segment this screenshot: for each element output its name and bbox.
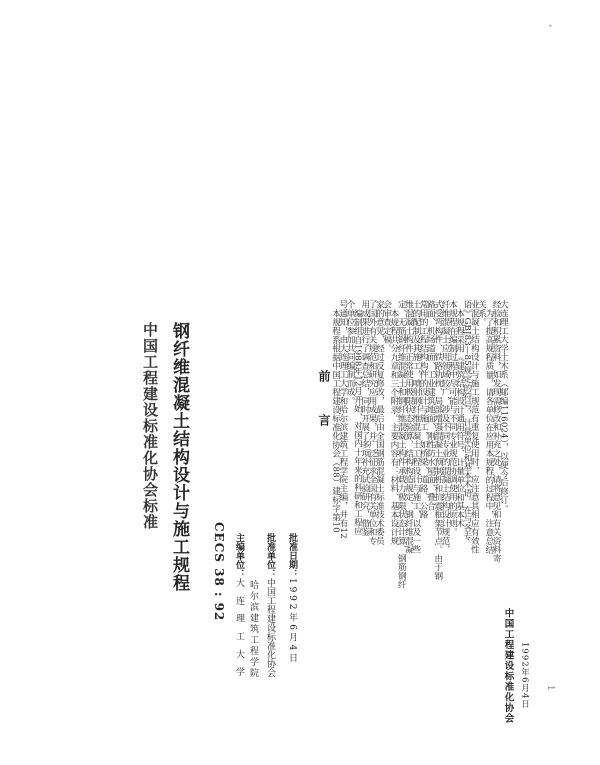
preface-line: 语》GBJ83—85规定的符号，计量单位和基本术语。在与各专 bbox=[461, 300, 472, 541]
standard-name: 中国工程建设标准化协会标准 bbox=[141, 322, 159, 530]
preface-line: 为了提高规程质量，请各单位在应用本规程的过程中，注意总结 bbox=[483, 309, 494, 554]
preface-line: 本规程系根据中国工程建设标准化协会（88）建标字第10 bbox=[330, 309, 341, 533]
preface-line: 业混凝土结构设计与施工规范有重复使用时，应注意其相应有效性 bbox=[469, 300, 480, 554]
preface-line: 土的配制及其施工，喷射钢纤维混凝土工程设计与施工，以及一些 bbox=[410, 300, 421, 554]
approval-date-value: 1 9 9 2 年 6 月 4 日 bbox=[287, 578, 297, 663]
document-title: 钢纤维混凝土结构设计与施工规程 bbox=[169, 322, 189, 592]
organization-signature: 中国工程建设标准化协会 bbox=[502, 608, 514, 724]
preface-line: 式受弯构件、铁路轨枕、局部增强混凝土预制桩和抗震框架节点。由于钢 bbox=[432, 300, 443, 580]
editor-value: 大 连 理 工 大 学 bbox=[234, 578, 244, 680]
preface-line: 用成果进行了调查总结，同时开展了多项补充试验研究，借鉴 bbox=[359, 300, 370, 537]
approval-date-label: 批准日期： bbox=[287, 533, 297, 578]
preface-line: 家的意见，经过反复修改，最后由全国钢筋混凝土标准技术委员 bbox=[374, 300, 385, 545]
preface-line: 会审查定稿。 bbox=[381, 300, 392, 353]
preface-line: 常用的工程结构构件的设计与施工，如桥梁、道路、公路 bbox=[418, 300, 429, 519]
approver-line bbox=[265, 533, 274, 677]
preface-line: 号通知，由大连理工大学和哈尔滨建筑工程学院主编，并有12 bbox=[337, 300, 348, 539]
preface-line: 大连理工大学土木系（邮编116024），以便今后修订。 bbox=[498, 300, 509, 514]
editor-line bbox=[234, 533, 243, 679]
preface-line: 本规程共分九章和三个附录。主要内容有：材料、基本设计规 bbox=[388, 309, 399, 546]
preface-line: 定、无筋钢纤维混凝土和钢纤维混凝土构件承载力极限状态计算、钢筋钢纤 bbox=[396, 300, 407, 589]
preface-heading: 前 言 bbox=[317, 370, 331, 436]
preface-line: 关系。 bbox=[476, 300, 487, 327]
preface-line: 本规程在编制过程中尽可能与不同专业规范协调使用的原则。 bbox=[447, 300, 458, 537]
corner-mark: • bbox=[548, 22, 553, 31]
preface-line: 路面、机场道面、工业建筑地面、刚性防水屋面、叠合 bbox=[425, 300, 436, 510]
approver-label: 批准单位： bbox=[265, 533, 275, 578]
signature-date: 1992年6月4日 bbox=[519, 642, 530, 709]
preface-line: 本规程采用《建筑结构设计通用符号、计量单位和基本术 bbox=[454, 309, 465, 528]
preface-line: 个单位参加共同编制而成。 bbox=[345, 300, 356, 405]
preface-line: 经验和积累资料，如发现需修改和补充之处，请将意见和有关资料寄 bbox=[491, 300, 502, 563]
approval-date-line bbox=[287, 533, 296, 662]
preface-line: 维混凝土构件正常使用极限状态验算、结构构造规定、钢纤维混凝 bbox=[403, 300, 414, 554]
standard-number: CECS 38 : 92 bbox=[212, 522, 226, 622]
preface-line: 编制组自1988年12月开始，对国内十年来的科研和工程应 bbox=[352, 309, 363, 536]
preface-line: 了国外有关规范和研究应用成果，并广泛征求全国有关单位和专 bbox=[367, 300, 378, 545]
editor-label: 主编单位： bbox=[234, 533, 244, 578]
editor-value-2: 哈尔滨建筑工程学院 bbox=[248, 580, 258, 679]
page-number: 1 bbox=[545, 685, 555, 691]
preface-line: 纤维混凝土应用领域较广，涉及不同专业的混凝土结构设计规范， bbox=[440, 300, 451, 554]
approver-value: 中国工程建设标准化协会 bbox=[265, 578, 275, 677]
